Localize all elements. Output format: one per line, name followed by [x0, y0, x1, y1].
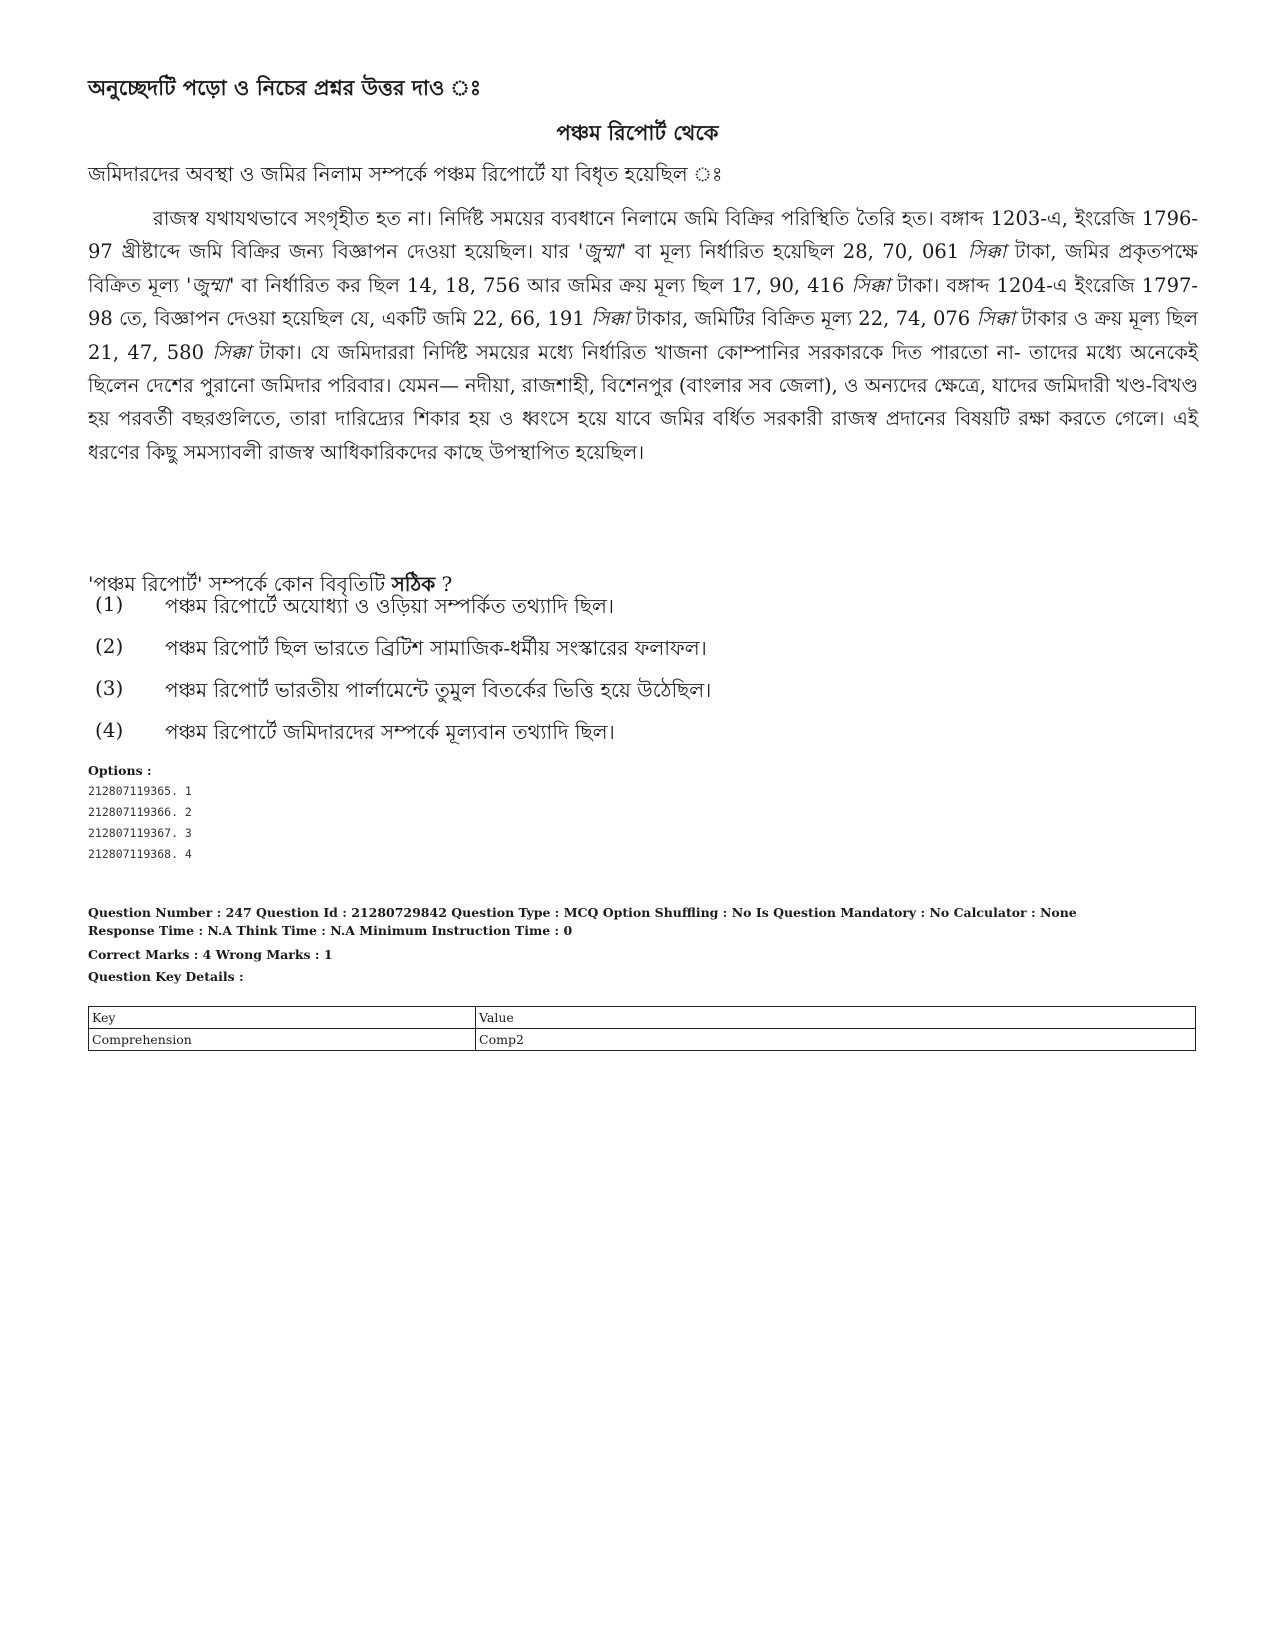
options-label: Options :	[88, 763, 152, 778]
option-id: 212807119366. 2	[88, 805, 192, 819]
option-number: (4)	[95, 718, 124, 742]
passage-heading: পঞ্চম রিপোর্ট থেকে	[556, 120, 719, 145]
response-time-line: Response Time : N.A Think Time : N.A Minimum Instruction Time : 0	[88, 923, 573, 938]
option-label: পঞ্চম রিপোর্টে জমিদারদের সম্পর্কে মূল্যবান তথ্যাদি ছিল।	[165, 720, 615, 744]
option-id: 212807119368. 4	[88, 847, 192, 861]
option-label: পঞ্চম রিপোর্ট ছিল ভারতে ব্রিটিশ সামাজিক-ধর্মীয় সংস্কারের ফলাফল।	[165, 636, 707, 660]
option-2[interactable]	[95, 634, 707, 667]
option-number: (2)	[95, 634, 124, 658]
table-cell: Comp2	[476, 1029, 1196, 1051]
option-number: (1)	[95, 592, 124, 616]
option-id-list	[88, 781, 192, 865]
table-header-row	[89, 1007, 1196, 1029]
comprehension-passage: রাজস্ব যথাযথভাবে সংগৃহীত হত না। নির্দিষ্ট সময়ের ব্যবধানে নিলামে জমি বিক্রির পরিস্থিতি তৈরি হত। বঙ্গাব্দ 1203-এ, ইংরেজি 1796-97 খ্রীষ্টাব্দে জমি বিক্রির জন্য বিজ্ঞাপন দেওয়া হয়েছিল। যার 'জুম্মা' বা মূল্য নির্ধারিত হয়েছিল 28, 70, 061 সিক্কা টাকা, জমির প্রকৃতপক্ষে বিক্রিত মূল্য 'জুম্মা' বা নির্ধারিত কর ছিল 14, 18, 756 আর জমির ক্রয় মূল্য ছিল 17, 90, 416 সিক্কা টাকা। বঙ্গাব্দ 1204-এ ইংরেজি 1797-98 তে, বিজ্ঞাপন দেওয়া হয়েছিল যে, একটি জমি 22, 66, 191 সিক্কা টাকার, জমিটির বিক্রিত মূল্য 22, 74, 076 সিক্কা টাকার ও ক্রয় মূল্য ছিল 21, 47, 580 সিক্কা টাকা। যে জমিদাররা নির্দিষ্ট সময়ের মধ্যে নির্ধারিত খাজনা কোম্পানির সরকারকে দিত পারতো না- তাদের মধ্যে অনেকেই ছিলেন দেশের পুরানো জমিদার পরিবার। যেমন— নদীয়া, রাজশাহী, বিশেনপুর (বাংলার সব জেলা), ও অন্যদের ক্ষেত্রে, যাদের জমিদারী খণ্ড-বিখণ্ড হয় পরবর্তী বছরগুলিতে, তারা দারিদ্র্যের শিকার হয় ও ধ্বংসে হয়ে যাবে জমির বর্ধিত সরকারী রাজস্ব প্রদানের বিষয়টি রক্ষা করতে গেলে। এই ধরণের কিছু সমস্যাবলী রাজস্ব আধিকারিকদের কাছে উপস্থাপিত হয়েছিল।	[88, 207, 1198, 464]
option-4[interactable]	[95, 718, 615, 751]
instruction-text: অনুচ্ছেদটি পড়ো ও নিচের প্রশ্নর উত্তর দাও ঃ	[88, 75, 482, 100]
option-label: পঞ্চম রিপোর্ট ভারতীয় পার্লামেন্টে তুমুল বিতর্কের ভিত্তি হয়ে উঠেছিল।	[165, 678, 712, 702]
passage-subheading: জমিদারদের অবস্থা ও জমির নিলাম সম্পর্কে পঞ্চম রিপোর্টে যা বিধৃত হয়েছিল ঃ	[88, 162, 723, 186]
question-meta-line: Question Number : 247 Question Id : 21280729842 Question Type : MCQ Option Shuffling : No Is Question Mandatory : No Calculator : None	[88, 905, 1077, 920]
option-number: (3)	[95, 676, 124, 700]
table-cell: Comprehension	[89, 1029, 476, 1051]
option-id: 212807119365. 1	[88, 784, 192, 798]
option-id: 212807119367. 3	[88, 826, 192, 840]
option-3[interactable]	[95, 676, 711, 709]
key-value-table	[88, 1006, 1196, 1051]
table-header-key: Key	[89, 1007, 476, 1029]
option-label: পঞ্চম রিপোর্টে অযোধ্যা ও ওড়িয়া সম্পর্কিত তথ্যাদি ছিল।	[165, 594, 615, 618]
marks-line: Correct Marks : 4 Wrong Marks : 1	[88, 947, 333, 962]
table-row	[89, 1029, 1196, 1051]
key-details-label: Question Key Details :	[88, 969, 244, 984]
question-text: 'পঞ্চম রিপোর্ট' সম্পর্কে কোন বিবৃতিটি সঠিক ?	[88, 572, 453, 596]
table-header-value: Value	[476, 1007, 1196, 1029]
option-1[interactable]	[95, 592, 614, 625]
